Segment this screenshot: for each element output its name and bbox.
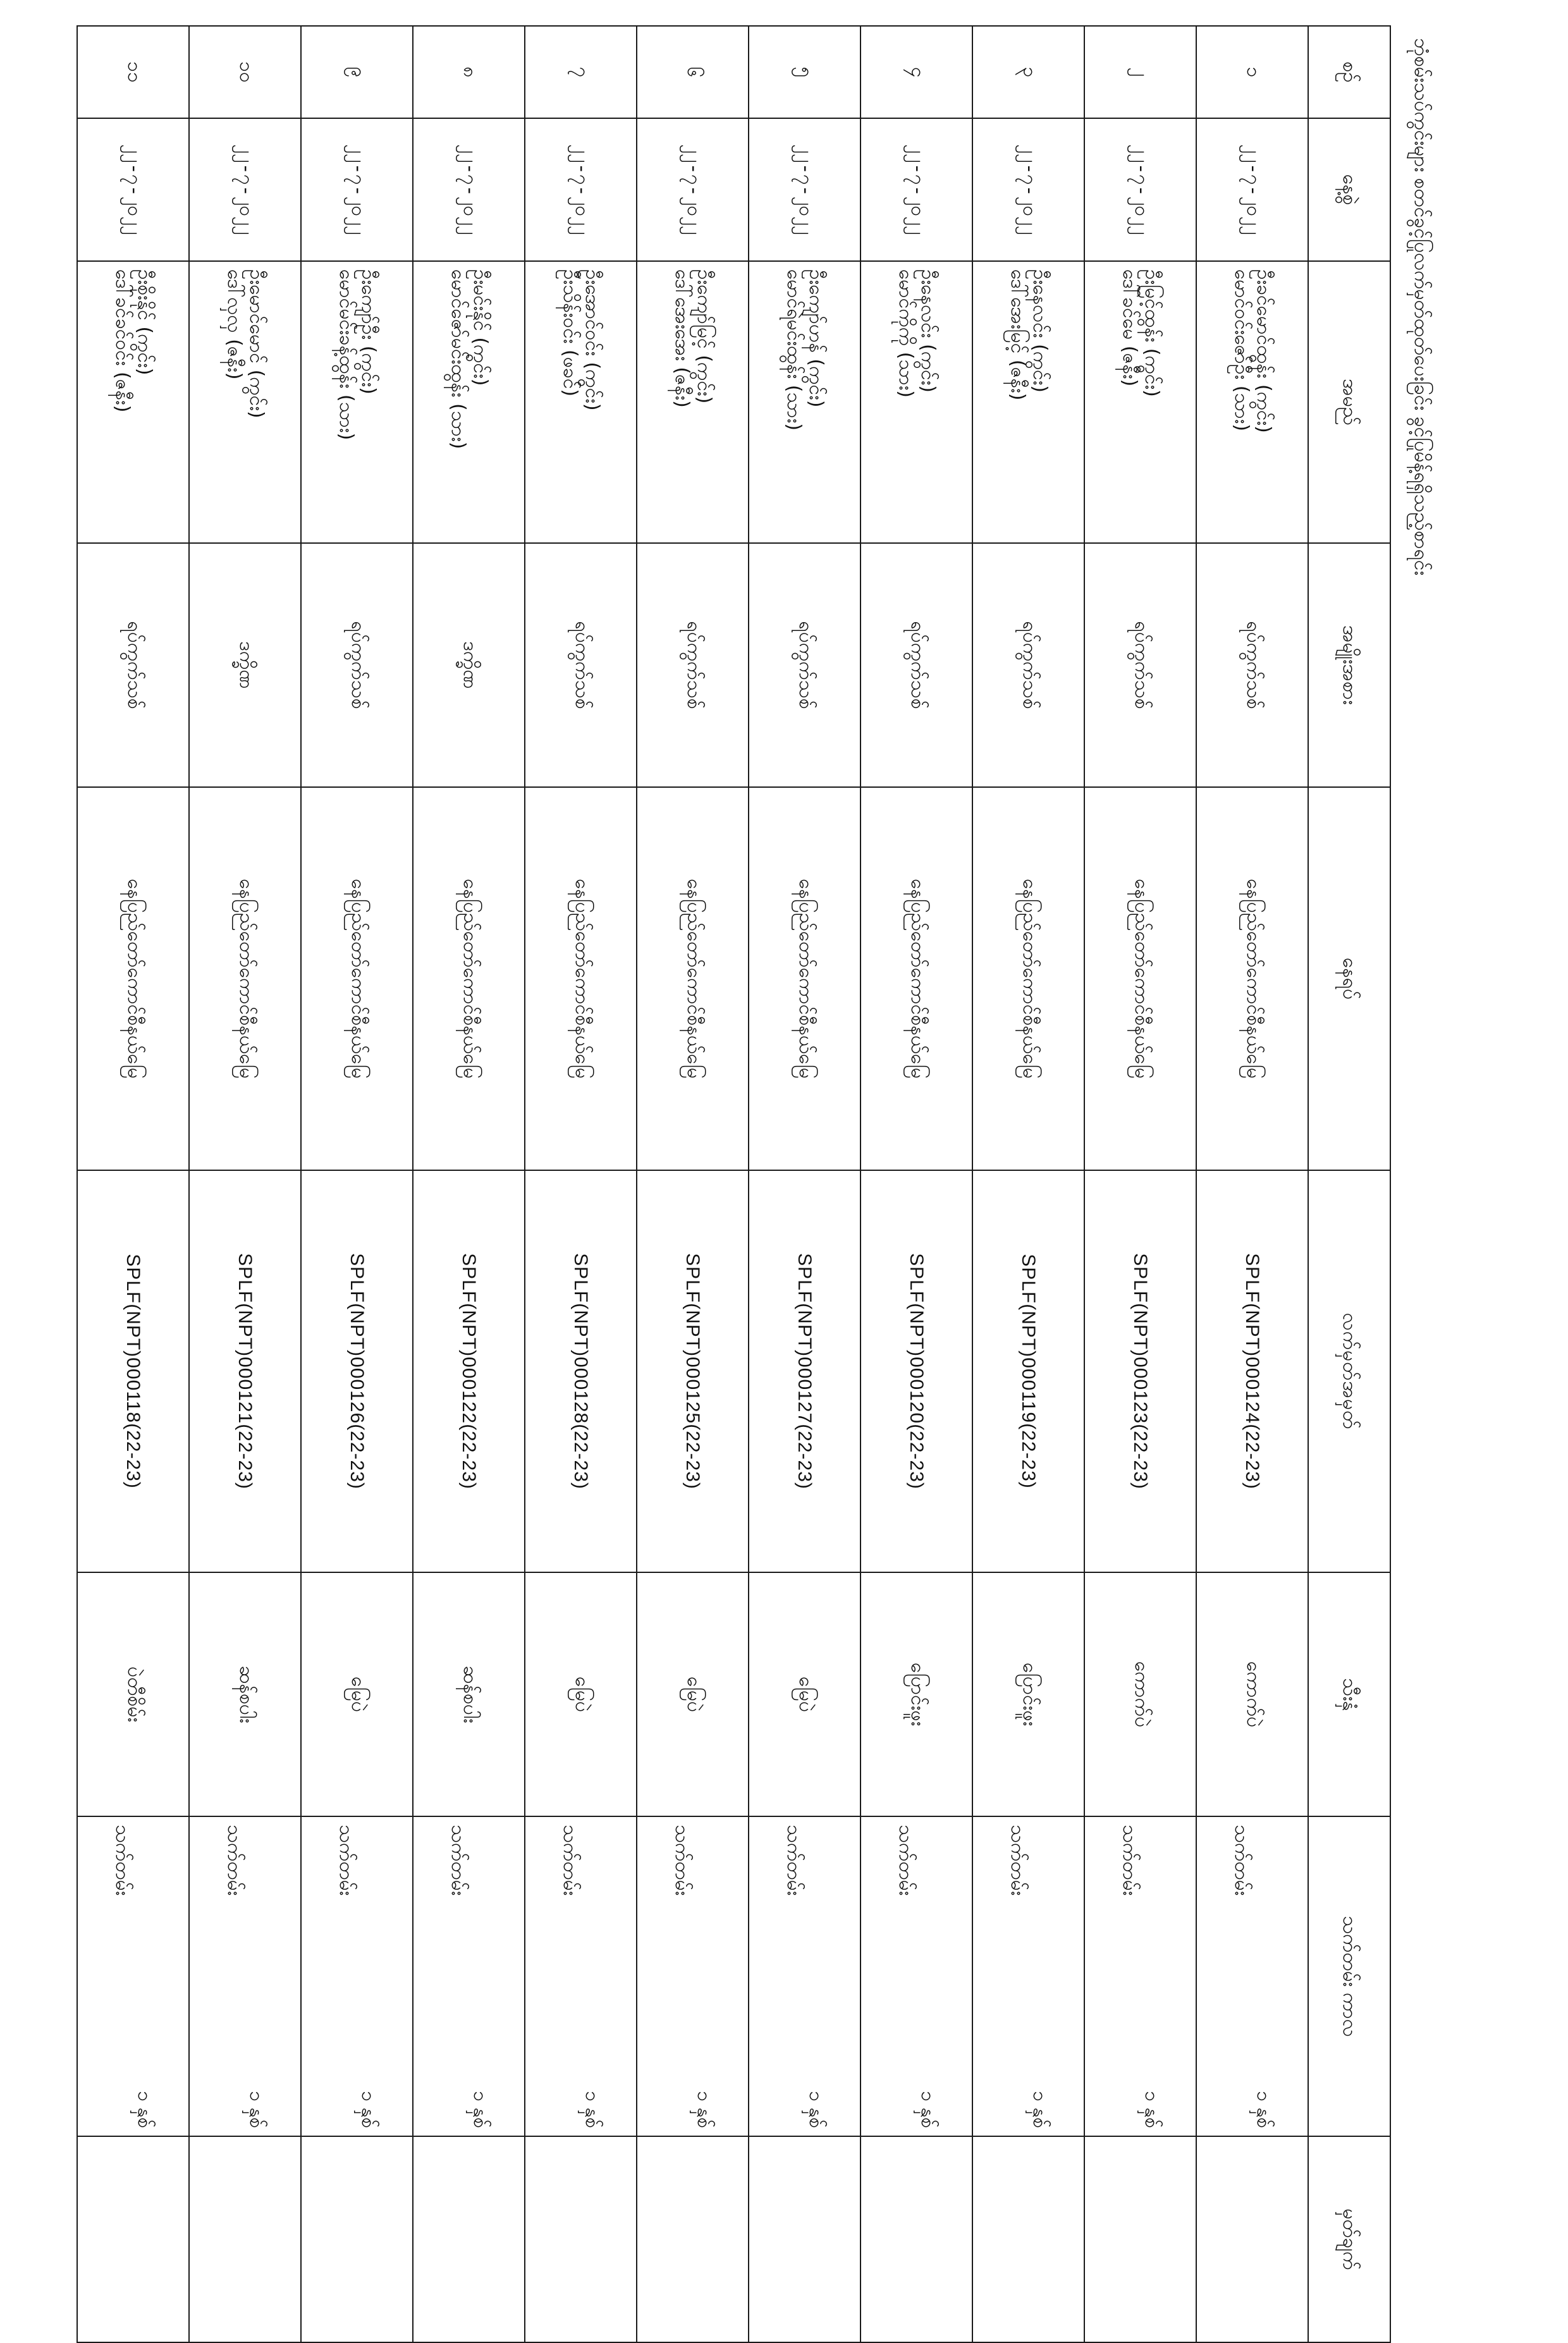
table-row	[637, 26, 749, 2342]
cell-type: ရပ်ကွက်သစ်	[525, 543, 637, 787]
cell-duration	[1084, 1816, 1196, 2136]
cell-type: ဒက္ခိဏ	[189, 543, 301, 787]
name-line: မောင်ရဲမင်းထွန်း (သား)	[783, 269, 805, 431]
cell-type: ရပ်ကွက်သစ်	[301, 543, 413, 787]
cell-remarks	[972, 2136, 1084, 2342]
name-line: ဦးသိန်းဝင်း (ဖခင်)	[559, 269, 582, 397]
duration-line: ၁ နှစ်	[1029, 2091, 1051, 2128]
duration-line: ၁ နှစ်	[1253, 2091, 1275, 2128]
header-crop: သီးနှံ	[1308, 1572, 1390, 1816]
table-row	[749, 26, 861, 2342]
table-row	[301, 26, 413, 2342]
header-name: အမည်	[1308, 261, 1390, 543]
cell-duration	[972, 1816, 1084, 2136]
cell-duration	[525, 1816, 637, 2136]
cell-no: ၉	[301, 26, 413, 118]
cell-date: ၂၂-၇-၂၀၂၂	[301, 118, 413, 261]
cell-name	[1196, 261, 1308, 543]
cell-name	[189, 261, 301, 543]
duration-line: သက်တမ်း	[559, 1825, 582, 1896]
cell-type: ရပ်ကွက်သစ်	[749, 543, 861, 787]
cell-region: နေပြည်တော်ကောင်စီနယ်မြေ	[861, 787, 972, 1170]
cell-name	[525, 261, 637, 543]
cell-name	[413, 261, 525, 543]
header-duration: သက်တမ်း ကာလ	[1308, 1816, 1390, 2136]
name-line: ဒေါ်ခင်ခင်ဝင်း (ဇနီး)	[111, 269, 134, 413]
name-line: ဦးကျော်မြင့် (ကွင်း)	[693, 269, 715, 404]
cell-region: နေပြည်တော်ကောင်စီနယ်မြေ	[189, 787, 301, 1170]
cell-name	[301, 261, 413, 543]
name-line: မောင်ကိုကို (သား)	[895, 269, 917, 398]
cell-crop: ပြောင်းဖူး	[861, 1572, 972, 1816]
duration-line: ၁ နှစ်	[693, 2091, 715, 2128]
name-line: ဦးမင်းနိုင် (ကွင်း)	[469, 269, 491, 386]
header-remarks: မှတ်ချက်	[1308, 2136, 1390, 2342]
cell-no: ၂	[1084, 26, 1196, 118]
cell-remarks	[1084, 2136, 1196, 2342]
cell-no: ၆	[637, 26, 749, 118]
name-line: ဦးမြင့်ထွန်း (ကွင်း)	[1141, 269, 1163, 397]
cell-name	[972, 261, 1084, 543]
cell-license: SPLF(NPT)000127(22-23)	[749, 1170, 861, 1572]
name-line: ဦးခင်မောင်ထွန်း (ကွင်း)	[1253, 269, 1275, 433]
cell-crop: ဆန်စပါး	[413, 1572, 525, 1816]
cell-no: ၁	[1196, 26, 1308, 118]
duration-line: သက်တမ်း	[447, 1825, 470, 1896]
cell-no: ၁၁	[77, 26, 189, 118]
duration-line: သက်တမ်း	[895, 1825, 917, 1896]
cell-license: SPLF(NPT)000124(22-23)	[1196, 1170, 1308, 1572]
name-line: ဦးစိုးနိုင် (ကွင်း)	[133, 269, 156, 376]
duration-line: သက်တမ်း	[1007, 1825, 1029, 1896]
table-header-row	[1308, 26, 1390, 2342]
duration-line: သက်တမ်း	[1118, 1825, 1141, 1896]
cell-type: ဒက္ခိဏ	[413, 543, 525, 787]
cell-duration	[301, 1816, 413, 2136]
cell-type: ရပ်ကွက်သစ်	[637, 543, 749, 787]
cell-crop: မြေပဲ	[749, 1572, 861, 1816]
document-title: ဘုံစမ်းသပ်ကွင်းများ စတင်ခွင့်ပြုလက်မှတ်ထုတ်ပေးခြင်း ခွင့်ပြုမိန့်ရရှိသည့်စာရင်း	[1410, 38, 1432, 576]
cell-remarks	[189, 2136, 301, 2342]
cell-crop: ကောက်ပဲ	[1084, 1572, 1196, 1816]
table-body	[77, 26, 1308, 2342]
cell-crop: ဆန်စပါး	[189, 1572, 301, 1816]
name-line: ဒေါ်လှလှ (ဇနီး)	[223, 269, 246, 380]
duration-line: သက်တမ်း	[335, 1825, 358, 1896]
table-row	[1084, 26, 1196, 2342]
cell-duration	[77, 1816, 189, 2136]
rotated-page	[111, 25, 1451, 2270]
name-line: မောင်ဇော်မင်းထွန်း (သား)	[447, 269, 470, 450]
cell-crop: ပဲတီစိမ်း	[77, 1572, 189, 1816]
name-line: ဦးမောင်မောင် (ကွင်း)	[245, 269, 267, 419]
name-line: မောင်ဝင်းဇော်ဦး (သား)	[1230, 269, 1253, 432]
cell-license: SPLF(NPT)000118(22-23)	[77, 1170, 189, 1572]
table-row	[1196, 26, 1308, 2342]
name-line: ဒေါ်အေးအေး (ဇနီး)	[671, 269, 694, 408]
cell-crop: ကောက်ပဲ	[1196, 1572, 1308, 1816]
cell-duration	[413, 1816, 525, 2136]
cell-no: ၅	[749, 26, 861, 118]
table-row	[972, 26, 1084, 2342]
duration-line: သက်တမ်း	[223, 1825, 246, 1896]
duration-line: ၁ နှစ်	[469, 2091, 491, 2128]
header-date: နေ့စွဲ	[1308, 118, 1390, 261]
table-row	[525, 26, 637, 2342]
cell-date: ၂၂-၇-၂၀၂၂	[1196, 118, 1308, 261]
cell-duration	[861, 1816, 972, 2136]
duration-line: ၁ နှစ်	[917, 2091, 939, 2128]
name-line: ဦးနေလင်း (ကွင်း)	[1029, 269, 1051, 393]
name-line: ဦးနေလင်း (ကွင်း)	[917, 269, 939, 393]
cell-remarks	[861, 2136, 972, 2342]
cell-region: နေပြည်တော်ကောင်စီနယ်မြေ	[525, 787, 637, 1170]
cell-date: ၂၂-၇-၂၀၂၂	[525, 118, 637, 261]
cell-license: SPLF(NPT)000125(22-23)	[637, 1170, 749, 1572]
header-license: လက်မှတ်အမှတ်	[1308, 1170, 1390, 1572]
cell-region: နေပြည်တော်ကောင်စီနယ်မြေ	[749, 787, 861, 1170]
table-row	[189, 26, 301, 2342]
table-row	[861, 26, 972, 2342]
cell-no: ၇	[525, 26, 637, 118]
cell-license: SPLF(NPT)000119(22-23)	[972, 1170, 1084, 1572]
cell-date: ၂၂-၇-၂၀၂၂	[637, 118, 749, 261]
cell-type: ရပ်ကွက်သစ်	[1084, 543, 1196, 787]
duration-line: ၁ နှစ်	[805, 2091, 827, 2128]
cell-crop: မြေပဲ	[301, 1572, 413, 1816]
cell-no: ၃	[972, 26, 1084, 118]
cell-license: SPLF(NPT)000121(22-23)	[189, 1170, 301, 1572]
cell-license: SPLF(NPT)000126(22-23)	[301, 1170, 413, 1572]
cell-region: နေပြည်တော်ကောင်စီနယ်မြေ	[77, 787, 189, 1170]
cell-remarks	[749, 2136, 861, 2342]
duration-line: သက်တမ်း	[111, 1825, 134, 1896]
cell-type: ရပ်ကွက်သစ်	[1196, 543, 1308, 787]
cell-name	[77, 261, 189, 543]
header-type: အမျိုးအစား	[1308, 543, 1390, 787]
cell-duration	[637, 1816, 749, 2136]
cell-region: နေပြည်တော်ကောင်စီနယ်မြေ	[301, 787, 413, 1170]
duration-line: ၁ နှစ်	[581, 2091, 603, 2128]
cell-no: ၄	[861, 26, 972, 118]
cell-date: ၂၂-၇-၂၀၂၂	[77, 118, 189, 261]
duration-line: သက်တမ်း	[671, 1825, 694, 1896]
cell-license: SPLF(NPT)000128(22-23)	[525, 1170, 637, 1572]
cell-crop: မြေပဲ	[637, 1572, 749, 1816]
duration-line: သက်တမ်း	[783, 1825, 805, 1896]
cell-no: ၁၀	[189, 26, 301, 118]
cell-date: ၂၂-၇-၂၀၂၂	[1084, 118, 1196, 261]
cell-region: နေပြည်တော်ကောင်စီနယ်မြေ	[637, 787, 749, 1170]
cell-license: SPLF(NPT)000120(22-23)	[861, 1170, 972, 1572]
cell-type: ရပ်ကွက်သစ်	[972, 543, 1084, 787]
cell-region: နေပြည်တော်ကောင်စီနယ်မြေ	[1084, 787, 1196, 1170]
cell-remarks	[1196, 2136, 1308, 2342]
cell-date: ၂၂-၇-၂၀၂၂	[749, 118, 861, 261]
cell-crop: မြေပဲ	[525, 1572, 637, 1816]
cell-remarks	[301, 2136, 413, 2342]
license-table	[77, 25, 1391, 2343]
cell-remarks	[413, 2136, 525, 2342]
cell-date: ၂၂-၇-၂၀၂၂	[861, 118, 972, 261]
cell-date: ၂၂-၇-၂၀၂၂	[972, 118, 1084, 261]
cell-name	[749, 261, 861, 543]
duration-line: ၁ နှစ်	[357, 2091, 379, 2128]
name-line: ဦးကျော်ဦး (ကွင်း)	[357, 269, 379, 395]
cell-remarks	[637, 2136, 749, 2342]
duration-line: ၁ နှစ်	[245, 2091, 267, 2128]
cell-crop: ပြောင်းဖူး	[972, 1572, 1084, 1816]
name-line: မောင်မင်းခန့်ထွန်း (သား)	[335, 269, 358, 441]
cell-license: SPLF(NPT)000123(22-23)	[1084, 1170, 1196, 1572]
cell-duration	[189, 1816, 301, 2136]
cell-license: SPLF(NPT)000122(22-23)	[413, 1170, 525, 1572]
table-row	[77, 26, 189, 2342]
cell-date: ၂၂-၇-၂၀၂၂	[189, 118, 301, 261]
cell-remarks	[525, 2136, 637, 2342]
cell-duration	[1196, 1816, 1308, 2136]
cell-name	[1084, 261, 1196, 543]
header-region: နေရပ်	[1308, 787, 1390, 1170]
name-line: ဒေါ်ခင်မေ (ဇနီး)	[1118, 269, 1141, 387]
duration-line: ၁ နှစ်	[1141, 2091, 1163, 2128]
cell-name	[637, 261, 749, 543]
table-row	[413, 26, 525, 2342]
header-no: စဉ်	[1308, 26, 1390, 118]
cell-region: နေပြည်တော်ကောင်စီနယ်မြေ	[413, 787, 525, 1170]
cell-remarks	[77, 2136, 189, 2342]
cell-region: နေပြည်တော်ကောင်စီနယ်မြေ	[972, 787, 1084, 1170]
cell-region: နေပြည်တော်ကောင်စီနယ်မြေ	[1196, 787, 1308, 1170]
name-line: ဦးကျော်ဟန် (ကွင်း)	[805, 269, 827, 408]
cell-type: ရပ်ကွက်သစ်	[77, 543, 189, 787]
name-line: ဒေါ်အေးမြင့် (ဇနီး)	[1007, 269, 1029, 401]
cell-name	[861, 261, 972, 543]
cell-date: ၂၂-၇-၂၀၂၂	[413, 118, 525, 261]
duration-line: ၁ နှစ်	[133, 2091, 156, 2128]
cell-type: ရပ်ကွက်သစ်	[861, 543, 972, 787]
duration-line: သက်တမ်း	[1230, 1825, 1253, 1896]
name-line: ဦးအောင်ဝင်း (ကွင်း)	[581, 269, 603, 411]
cell-no: ၈	[413, 26, 525, 118]
cell-duration	[749, 1816, 861, 2136]
